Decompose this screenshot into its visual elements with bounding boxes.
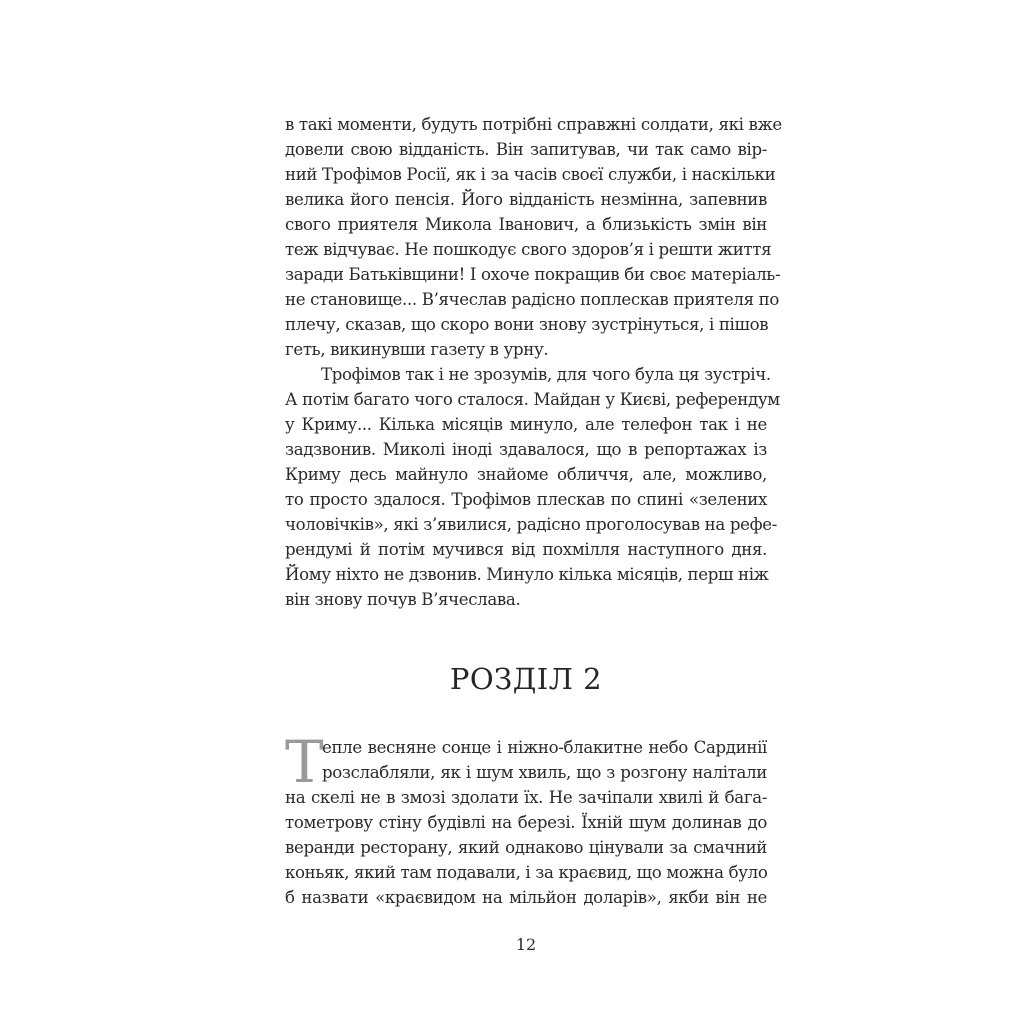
text-line: А потім багато чого сталося. Майдан у Києві, референдум [285, 390, 780, 409]
text-line: геть, викинувши газету в урну. [285, 340, 549, 359]
text-line: веранди ресторану, який однаково цінували за смачний [285, 838, 767, 857]
text-line: не становище... В’ячеслав радісно поплескав приятеля по [285, 290, 779, 309]
text-line: епле весняне сонце і ніжно-блакитне небо Сардинії [322, 738, 767, 757]
text-line: теж відчуває. Не пошкодує свого здоров’я і решти життя [285, 240, 772, 259]
text-line: плечу, сказав, що скоро вони знову зустрінуться, і пішов [285, 315, 769, 334]
text-line: у Криму... Кілька місяців минуло, але телефон так і не [285, 415, 767, 434]
previous-chapter-text [285, 112, 782, 612]
text-line: тометрову стіну будівлі на березі. Їхній шум долинав до [285, 813, 767, 832]
text-line: чоловічків», які з’явилися, радісно проголосував на рефе- [285, 515, 777, 534]
text-line: б назвати «краєвидом на мільйон доларів», якби він не [285, 888, 767, 907]
text-line: коньяк, який там подавали, і за краєвид, що можна було [285, 863, 768, 882]
paragraph-1 [285, 112, 782, 362]
text-line: Трофімов так і не зрозумів, для чого була ця зустріч. [321, 365, 771, 384]
text-line: заради Батьківщини! І охоче покращив би своє матеріаль- [285, 265, 781, 284]
text-line: в такі моменти, будуть потрібні справжні солдати, які вже [285, 115, 782, 134]
chapter-opening-paragraph [285, 728, 768, 910]
paragraph-2 [285, 362, 780, 612]
page-number: 12 [515, 935, 537, 954]
text-line: рендумі й потім мучився від похмілля наступного дня. [285, 540, 767, 559]
text-line: Йому ніхто не дзвонив. Минуло кілька місяців, перш ніж [285, 565, 769, 584]
text-line: свого приятеля Микола Іванович, а близькість змін він [285, 215, 767, 234]
text-line: велика його пенсія. Його відданість незмінна, запевнив [285, 190, 767, 209]
chapter-title: РОЗДІЛ 2 [449, 662, 603, 696]
text-line: на скелі не в змозі здолати їх. Не зачіпали хвилі й бага- [285, 788, 767, 807]
text-line: Криму десь майнуло знайоме обличчя, але, можливо, [285, 465, 767, 484]
text-line: довели свою відданість. Він запитував, чи так само вір- [285, 140, 767, 159]
text-line: ний Трофімов Росії, як і за часів своєї служби, і наскільки [285, 165, 776, 184]
text-line: то просто здалося. Трофімов плескав по спині «зелених [285, 490, 767, 509]
text-line: розслабляли, як і шум хвиль, що з розгону налітали [322, 763, 767, 782]
text-line: задзвонив. Миколі іноді здавалося, що в репортажах із [285, 440, 767, 459]
drop-cap: Т [285, 728, 324, 796]
text-line: він знову почув В’ячеслава. [285, 590, 521, 609]
